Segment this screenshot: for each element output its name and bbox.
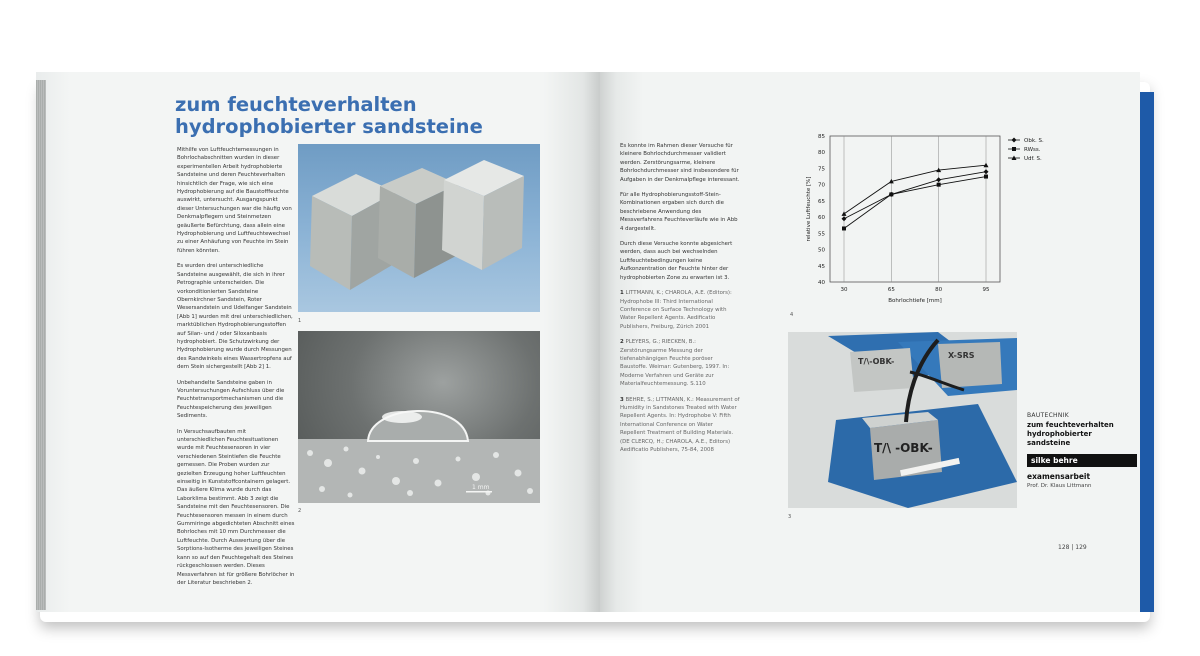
sidebar-title: zum feuchteverhalten hydrophobierter sandsteine xyxy=(1027,421,1114,447)
data-point xyxy=(842,216,847,221)
data-point xyxy=(1012,138,1017,143)
data-point xyxy=(984,169,989,174)
data-point xyxy=(936,177,941,182)
humidity-line-chart xyxy=(790,126,1090,322)
figure-caption: 4 xyxy=(790,312,794,318)
series-line xyxy=(844,177,986,229)
y-tick-label: 50 xyxy=(818,247,825,254)
paragraph: Durch diese Versuche konnte abgesichert werden, dass auch bei wechselnden Luftfeuchtebedingungen keine Aufkonzentration der Feuchte hinter der hydrophobierten Zone zu erwarten ist 3. xyxy=(620,241,733,281)
water-droplet-photo xyxy=(298,331,540,503)
reference-item: 2 PLEYERS, G.; RIECKEN, B.: Zerstörungsarme Messung der tiefenabhängigen Feuchte poröser Baustoffe. Weimar: Gutenberg, 1997. In: Moderne Verfahren und Geräte zur Materialfeuchtemessung. S.110 xyxy=(620,339,730,388)
left-page xyxy=(36,72,600,612)
references-list xyxy=(620,289,740,454)
y-tick-label: 40 xyxy=(818,280,825,286)
y-tick-label: 70 xyxy=(818,182,825,189)
article-sidebar xyxy=(1027,412,1137,489)
data-point xyxy=(984,175,988,179)
paragraph: Für alle Hydrophobierungsstoff-Stein-Kombinationen ergaben sich durch die beschriebene Anwendung des Messverfahrens Feuchteverläufe wie in Abb 4 dargestellt. xyxy=(620,192,738,232)
professor-name: Prof. Dr. Klaus Littmann xyxy=(1027,483,1092,489)
y-tick-label: 80 xyxy=(818,150,825,157)
y-tick-label: 55 xyxy=(818,231,825,238)
figure-caption: 1 xyxy=(298,318,302,324)
open-book xyxy=(36,72,1156,612)
paragraph: Es wurden drei unterschiedliche Sandsteine ausgewählt, die sich in ihrer Petrographie unterscheiden. Die vorkonditionierten Sandsteine Obernkirchner Sandstein, Roter Wesersandstein und Udelfanger Sandstein [Abb 1] wurden mit drei unterschiedlichen, marktüblichen Hydrophobierungsstoffen auf Silan- und / oder Siloxanbasis hydrophobiert. Die Schutzwirkung der Hydrophobierung wurde durch Messungen des Randwinkels eines Wassertropfens auf dem Stein sichergestellt [Abb 2] 1. xyxy=(177,263,293,371)
paragraph: Es konnte im Rahmen dieser Versuche für kleinere Bohrlochdurchmesser validiert werden. Zerstörungsarme, kleinere Bohrlochdurchmesser sind insbesondere für Aufgaben in der Denkmalpflege interessant. xyxy=(620,143,740,183)
author-name: silke behre xyxy=(1027,454,1137,467)
right-text-column xyxy=(620,142,740,461)
paragraph: Mithilfe von Luftfeuchtemessungen in Bohrlochabschnitten wurden in dieser experimentellen Arbeit hydrophobierte Sandsteine und deren Feuchteverhalten hinsichtlich der Frage, wie sich eine Hydrophobierung auf die Baustofffeuchte auswirkt, untersucht. Ausgangspunkt dieser Untersuchungen war die häufig von Denkmalpflegern und Steinmetzen geäußerte Befürchtung, dass allein eine Hydrophobierung und Luftfeuchtewechsel zu einer Anhäufung von Feuchte im Stein führen könnten. xyxy=(177,147,292,254)
legend-label: RWss. xyxy=(1024,147,1041,153)
data-point xyxy=(1012,147,1016,151)
legend-label: Udf. S. xyxy=(1024,156,1042,162)
x-tick-label: 65 xyxy=(887,287,895,293)
right-page xyxy=(600,72,1140,612)
water-droplet-image xyxy=(298,331,540,503)
plot-area xyxy=(830,136,1000,282)
data-point xyxy=(889,192,893,196)
page-title: zum feuchteverhalten hydrophobierter sandsteine xyxy=(175,93,483,138)
y-tick-label: 65 xyxy=(818,198,825,205)
sandstone-blocks-image xyxy=(298,144,540,312)
page-edges xyxy=(36,80,46,610)
reference-item: 1 LITTMANN, K.; CHAROLA, A.E. (Editors): Hydrophobe III: Third International Conference on Surface Technology with Water Repellent Agents. Aedificatio Publishers, Freiburg, Zürich 2001 xyxy=(620,290,732,330)
y-tick-label: 60 xyxy=(818,215,825,222)
page-numbers: 128 | 129 xyxy=(1058,544,1087,551)
y-tick-label: 85 xyxy=(818,134,825,140)
reference-item: 3 BEHRE, S.; LITTMANN, K.: Measurement of Humidity in Sandstones Treated with Water Repellent Agents. In: Hydrophobe V: Fifth International Conference on Water Repellent Treatment of Building Materials. (DE CLERCQ, H.; CHAROLA, A.E., Editors) Aedificatio Publishers, 75-84, 2008 xyxy=(620,396,740,453)
book-cover-edge xyxy=(1140,92,1154,612)
legend-label: Obk. S. xyxy=(1024,138,1044,144)
data-point xyxy=(842,211,847,216)
figure-caption: 3 xyxy=(788,514,792,520)
svg-text:T/\ -OBK-: T/\ -OBK- xyxy=(874,441,933,455)
paragraph: Unbehandelte Sandsteine gaben in Voruntersuchungen Aufschluss über die Feuchtetransportmechanismen und die Feuchtespeicherung des jeweiligen Sediments. xyxy=(177,379,285,420)
moisture-sensors-photo xyxy=(788,332,1017,508)
svg-text:X-SRS: X-SRS xyxy=(948,351,975,360)
left-text-column xyxy=(177,146,295,594)
series-line xyxy=(844,172,986,219)
data-point xyxy=(842,226,846,230)
x-axis-label: Bohrlochtiefe [mm] xyxy=(888,298,942,304)
x-tick-label: 95 xyxy=(982,287,990,293)
paragraph: In Versuchsaufbauten mit unterschiedlichen Feuchtesituationen wurde mit Feuchtesensoren in vier verschiedenen Steintiefen die Feuchte gemessen. Die Proben wurden zur gezielten Erzeugung hoher Luftfeuchten einseitig in Kunststoffcontainern gelagert. Das äußere Klima wurde durch das Laborklima bestimmt. Abb 3 zeigt die Sandsteine mit den Feuchtesensoren. Die Feuchtesensoren messen in einem durch Gummiringe abgedichteten Abschnitt eines Bohrloches mit 10 mm Durchmesser die Luftfeuchte. Durch Auswertung über die Sorptions-Isotherme des jeweiligen Steines kann so auf den Feuchtegehalt des Steines rückgeschlossen werden. Dieses Messverfahren ist für größere Bohrlöcher in der Literatur beschrieben 2. xyxy=(177,428,295,586)
x-tick-label: 80 xyxy=(935,287,943,293)
svg-text:T/\-OBK-: T/\-OBK- xyxy=(858,357,895,366)
moisture-sensors-image xyxy=(788,332,1017,508)
thesis-type: examensarbeit xyxy=(1027,472,1091,481)
category-label: BAUTECHNIK xyxy=(1027,412,1069,419)
data-point xyxy=(937,183,941,187)
y-tick-label: 75 xyxy=(818,166,825,173)
scale-bar-label: 1 mm xyxy=(472,484,490,491)
figure-caption: 2 xyxy=(298,508,302,514)
y-tick-label: 45 xyxy=(818,263,825,270)
y-axis-label: relative Luftfeuchte [%] xyxy=(806,176,812,242)
sandstone-blocks-photo xyxy=(298,144,540,312)
x-tick-label: 30 xyxy=(840,287,848,293)
